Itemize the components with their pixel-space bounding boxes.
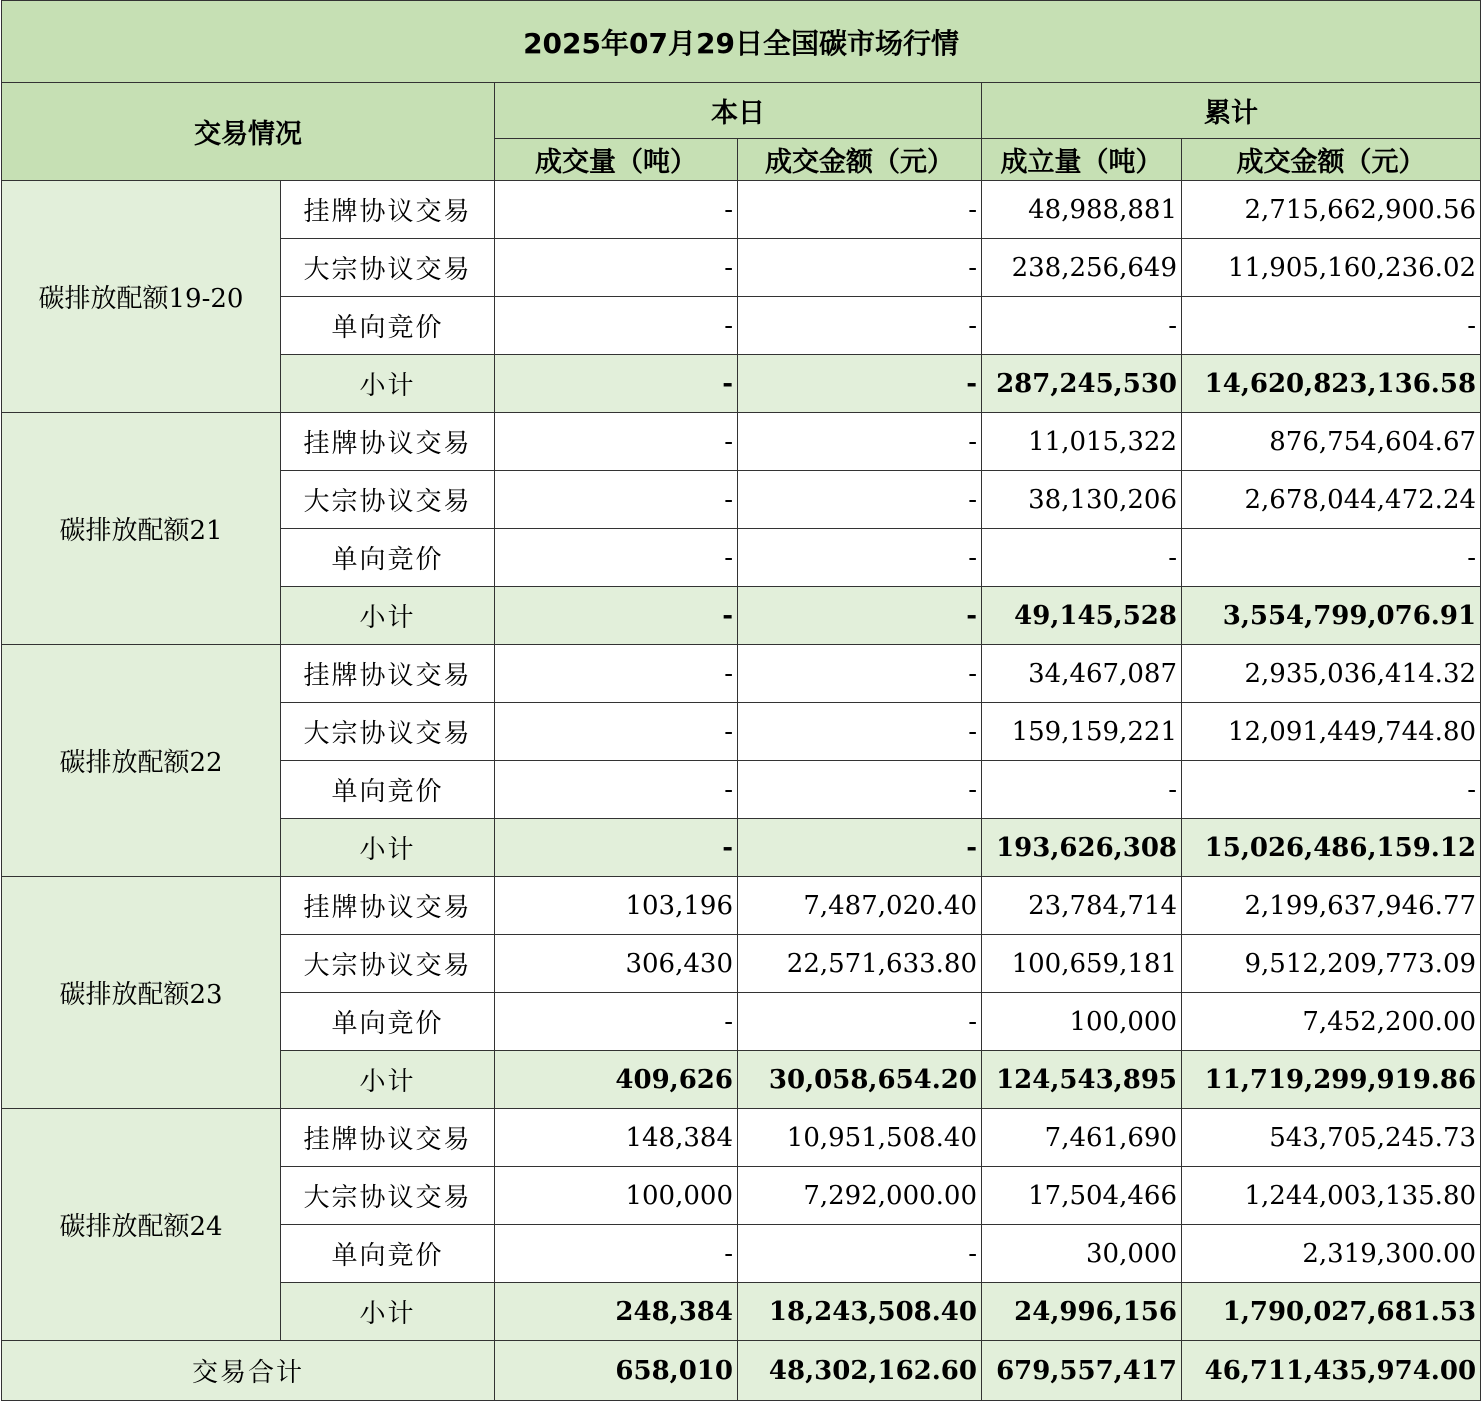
- cum-volume: 159,159,221: [982, 703, 1182, 761]
- today-amount: -: [738, 587, 982, 645]
- cum-volume: 49,145,528: [982, 587, 1182, 645]
- today-volume: 248,384: [495, 1283, 738, 1341]
- cum-volume: 124,543,895: [982, 1051, 1182, 1109]
- today-volume: -: [495, 587, 738, 645]
- today-amount: -: [738, 355, 982, 413]
- today-volume: 409,626: [495, 1051, 738, 1109]
- today-volume: 103,196: [495, 877, 738, 935]
- cum-volume: 100,659,181: [982, 935, 1182, 993]
- cum-amount: 2,935,036,414.32: [1182, 645, 1481, 703]
- header-cum-volume: 成立量（吨）: [982, 139, 1182, 181]
- trade-type: 单向竞价: [281, 1225, 495, 1283]
- total-today-volume: 658,010: [495, 1341, 738, 1401]
- grand-total-label: 交易合计: [2, 1341, 495, 1401]
- header-today-amount: 成交金额（元）: [738, 139, 982, 181]
- cum-volume: -: [982, 529, 1182, 587]
- today-volume: -: [495, 645, 738, 703]
- subtotal-label: 小计: [281, 587, 495, 645]
- cum-volume: 287,245,530: [982, 355, 1182, 413]
- group-label: 碳排放配额22: [2, 645, 281, 877]
- cum-amount: 14,620,823,136.58: [1182, 355, 1481, 413]
- header-cumulative: 累计: [982, 83, 1481, 139]
- cum-amount: 1,790,027,681.53: [1182, 1283, 1481, 1341]
- total-cum-amount: 46,711,435,974.00: [1182, 1341, 1481, 1401]
- trade-type: 单向竞价: [281, 529, 495, 587]
- cum-volume: 30,000: [982, 1225, 1182, 1283]
- cum-amount: 11,905,160,236.02: [1182, 239, 1481, 297]
- today-volume: -: [495, 297, 738, 355]
- trade-type: 大宗协议交易: [281, 239, 495, 297]
- cum-volume: 23,784,714: [982, 877, 1182, 935]
- today-volume: -: [495, 529, 738, 587]
- today-volume: -: [495, 703, 738, 761]
- today-volume: 148,384: [495, 1109, 738, 1167]
- header-cum-amount: 成交金额（元）: [1182, 139, 1481, 181]
- today-amount: 30,058,654.20: [738, 1051, 982, 1109]
- group-label: 碳排放配额23: [2, 877, 281, 1109]
- today-amount: -: [738, 471, 982, 529]
- today-amount: -: [738, 703, 982, 761]
- today-amount: -: [738, 819, 982, 877]
- cum-volume: 238,256,649: [982, 239, 1182, 297]
- header-today: 本日: [495, 83, 982, 139]
- table-row: [2, 645, 1481, 703]
- trade-type: 大宗协议交易: [281, 703, 495, 761]
- today-amount: 18,243,508.40: [738, 1283, 982, 1341]
- today-amount: -: [738, 413, 982, 471]
- today-amount: -: [738, 181, 982, 239]
- subtotal-label: 小计: [281, 819, 495, 877]
- today-volume: -: [495, 355, 738, 413]
- today-amount: -: [738, 761, 982, 819]
- subtotal-label: 小计: [281, 1051, 495, 1109]
- subtotal-label: 小计: [281, 355, 495, 413]
- cum-amount: 9,512,209,773.09: [1182, 935, 1481, 993]
- cum-amount: 2,319,300.00: [1182, 1225, 1481, 1283]
- cum-volume: 7,461,690: [982, 1109, 1182, 1167]
- trade-type: 挂牌协议交易: [281, 1109, 495, 1167]
- cum-volume: 193,626,308: [982, 819, 1182, 877]
- today-volume: -: [495, 1225, 738, 1283]
- today-amount: 22,571,633.80: [738, 935, 982, 993]
- today-volume: -: [495, 471, 738, 529]
- today-volume: 306,430: [495, 935, 738, 993]
- cum-amount: 543,705,245.73: [1182, 1109, 1481, 1167]
- trade-type: 挂牌协议交易: [281, 413, 495, 471]
- cum-volume: 48,988,881: [982, 181, 1182, 239]
- today-volume: -: [495, 993, 738, 1051]
- cum-volume: -: [982, 297, 1182, 355]
- cum-volume: 24,996,156: [982, 1283, 1182, 1341]
- table-row: [2, 1109, 1481, 1167]
- cum-amount: -: [1182, 761, 1481, 819]
- cum-volume: 11,015,322: [982, 413, 1182, 471]
- cum-amount: 11,719,299,919.86: [1182, 1051, 1481, 1109]
- cum-amount: -: [1182, 297, 1481, 355]
- trade-type: 单向竞价: [281, 297, 495, 355]
- table-row: [2, 413, 1481, 471]
- trade-type: 单向竞价: [281, 761, 495, 819]
- cum-amount: 1,244,003,135.80: [1182, 1167, 1481, 1225]
- trade-type: 单向竞价: [281, 993, 495, 1051]
- carbon-market-table: [1, 0, 1481, 1401]
- group-label: 碳排放配额21: [2, 413, 281, 645]
- today-amount: -: [738, 645, 982, 703]
- page-title: 2025年07月29日全国碳市场行情: [2, 1, 1481, 83]
- trade-type: 大宗协议交易: [281, 471, 495, 529]
- cum-volume: 34,467,087: [982, 645, 1182, 703]
- subtotal-label: 小计: [281, 1283, 495, 1341]
- total-today-amount: 48,302,162.60: [738, 1341, 982, 1401]
- cum-amount: 12,091,449,744.80: [1182, 703, 1481, 761]
- today-volume: -: [495, 181, 738, 239]
- today-amount: 7,487,020.40: [738, 877, 982, 935]
- cum-amount: 15,026,486,159.12: [1182, 819, 1481, 877]
- cum-amount: -: [1182, 529, 1481, 587]
- today-amount: -: [738, 1225, 982, 1283]
- header-trade-status: 交易情况: [2, 83, 495, 181]
- today-amount: -: [738, 529, 982, 587]
- cum-volume: 100,000: [982, 993, 1182, 1051]
- today-amount: 7,292,000.00: [738, 1167, 982, 1225]
- today-amount: -: [738, 239, 982, 297]
- table-row: [2, 181, 1481, 239]
- today-amount: -: [738, 297, 982, 355]
- total-cum-volume: 679,557,417: [982, 1341, 1182, 1401]
- trade-type: 挂牌协议交易: [281, 181, 495, 239]
- cum-amount: 876,754,604.67: [1182, 413, 1481, 471]
- table-body: [2, 181, 1481, 1401]
- grand-total-row: [2, 1341, 1481, 1401]
- trade-type: 挂牌协议交易: [281, 877, 495, 935]
- today-volume: -: [495, 761, 738, 819]
- cum-amount: 7,452,200.00: [1182, 993, 1481, 1051]
- cum-volume: -: [982, 761, 1182, 819]
- trade-type: 挂牌协议交易: [281, 645, 495, 703]
- today-volume: -: [495, 819, 738, 877]
- group-label: 碳排放配额19-20: [2, 181, 281, 413]
- cum-volume: 38,130,206: [982, 471, 1182, 529]
- today-amount: -: [738, 993, 982, 1051]
- cum-volume: 17,504,466: [982, 1167, 1182, 1225]
- cum-amount: 3,554,799,076.91: [1182, 587, 1481, 645]
- trade-type: 大宗协议交易: [281, 1167, 495, 1225]
- group-label: 碳排放配额24: [2, 1109, 281, 1341]
- cum-amount: 2,678,044,472.24: [1182, 471, 1481, 529]
- cum-amount: 2,199,637,946.77: [1182, 877, 1481, 935]
- table-row: [2, 877, 1481, 935]
- today-amount: 10,951,508.40: [738, 1109, 982, 1167]
- today-volume: 100,000: [495, 1167, 738, 1225]
- header-today-volume: 成交量（吨）: [495, 139, 738, 181]
- today-volume: -: [495, 239, 738, 297]
- trade-type: 大宗协议交易: [281, 935, 495, 993]
- cum-amount: 2,715,662,900.56: [1182, 181, 1481, 239]
- today-volume: -: [495, 413, 738, 471]
